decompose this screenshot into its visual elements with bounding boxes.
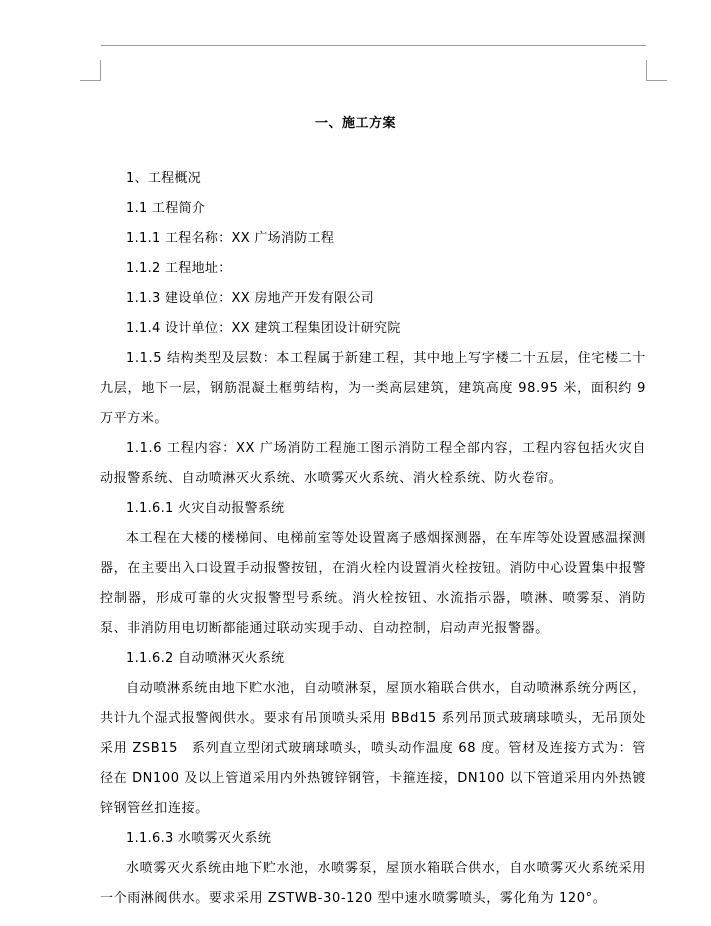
- structure-paragraph: 1.1.5 结构类型及层数：本工程属于新建工程，其中地上写字楼二十五层，住宅楼二十九层，地下一层，钢筋混凝土框剪结构，为一类高层建筑，建筑高度 98.95 米，面积约 9 万平方米。: [100, 351, 646, 426]
- fire-alarm-heading: 1.1.6.1 火灾自动报警系统: [126, 501, 285, 516]
- margin-corner-mark-left: [80, 60, 101, 81]
- document-body: [100, 164, 646, 914]
- section-heading: 1、工程概况: [126, 171, 202, 186]
- design-unit: 1.1.4 设计单位：XX 建筑工程集团设计研究院: [126, 321, 401, 336]
- fire-alarm-paragraph: 本工程在大楼的楼梯间、电梯前室等处设置离子感烟探测器，在车库等处设置感温探测器，在主要出入口设置手动报警按钮，在消火栓内设置消火栓按钮。消防中心设置集中报警控制器，形成可靠的火灾报警型号系统。消火栓按钮、水流指示器，喷淋、喷雾泵、消防泵、非消防用电切断都能通过联动实现手动、自动控制，启动声光报警器。: [100, 531, 646, 636]
- header-rule: [101, 45, 646, 46]
- project-address: 1.1.2 工程地址：: [126, 261, 232, 276]
- project-name: 1.1.1 工程名称：XX 广场消防工程: [126, 231, 335, 246]
- margin-corner-mark-right: [646, 60, 667, 81]
- subsection-heading: 1.1 工程简介: [126, 201, 206, 216]
- water-spray-paragraph: 水喷雾灭火系统由地下贮水池，水喷雾泵，屋顶水箱联合供水，自水喷雾灭火系统采用一个雨淋阀供水。要求采用 ZSTWB-30-120 型中速水喷雾喷头，雾化角为 120°。: [100, 861, 646, 906]
- construction-unit: 1.1.3 建设单位：XX 房地产开发有限公司: [126, 291, 375, 306]
- document-title: 一、施工方案: [314, 116, 396, 131]
- scope-paragraph: 1.1.6 工程内容：XX 广场消防工程施工图示消防工程全部内容，工程内容包括火灾自动报警系统、自动喷淋灭火系统、水喷雾灭火系统、消火栓系统、防火卷帘。: [100, 441, 646, 486]
- sprinkler-paragraph: 自动喷淋系统由地下贮水池，自动喷淋泵，屋顶水箱联合供水，自动喷淋系统分两区，共计九个湿式报警阀供水。要求有吊顶喷头采用 BBd15 系列吊顶式玻璃球喷头，无吊顶处采用 ZSB15 系列直立型闭式玻璃球喷头，喷头动作温度 68 度。管材及连接方式为：管径在 DN100 及以上管道采用内外热镀锌钢管，卡箍连接，DN100 以下管道采用内外热镀锌钢管丝扣连接。: [100, 681, 646, 816]
- sprinkler-heading: 1.1.6.2 自动喷淋灭火系统: [126, 651, 285, 666]
- water-spray-heading: 1.1.6.3 水喷雾灭火系统: [126, 831, 272, 846]
